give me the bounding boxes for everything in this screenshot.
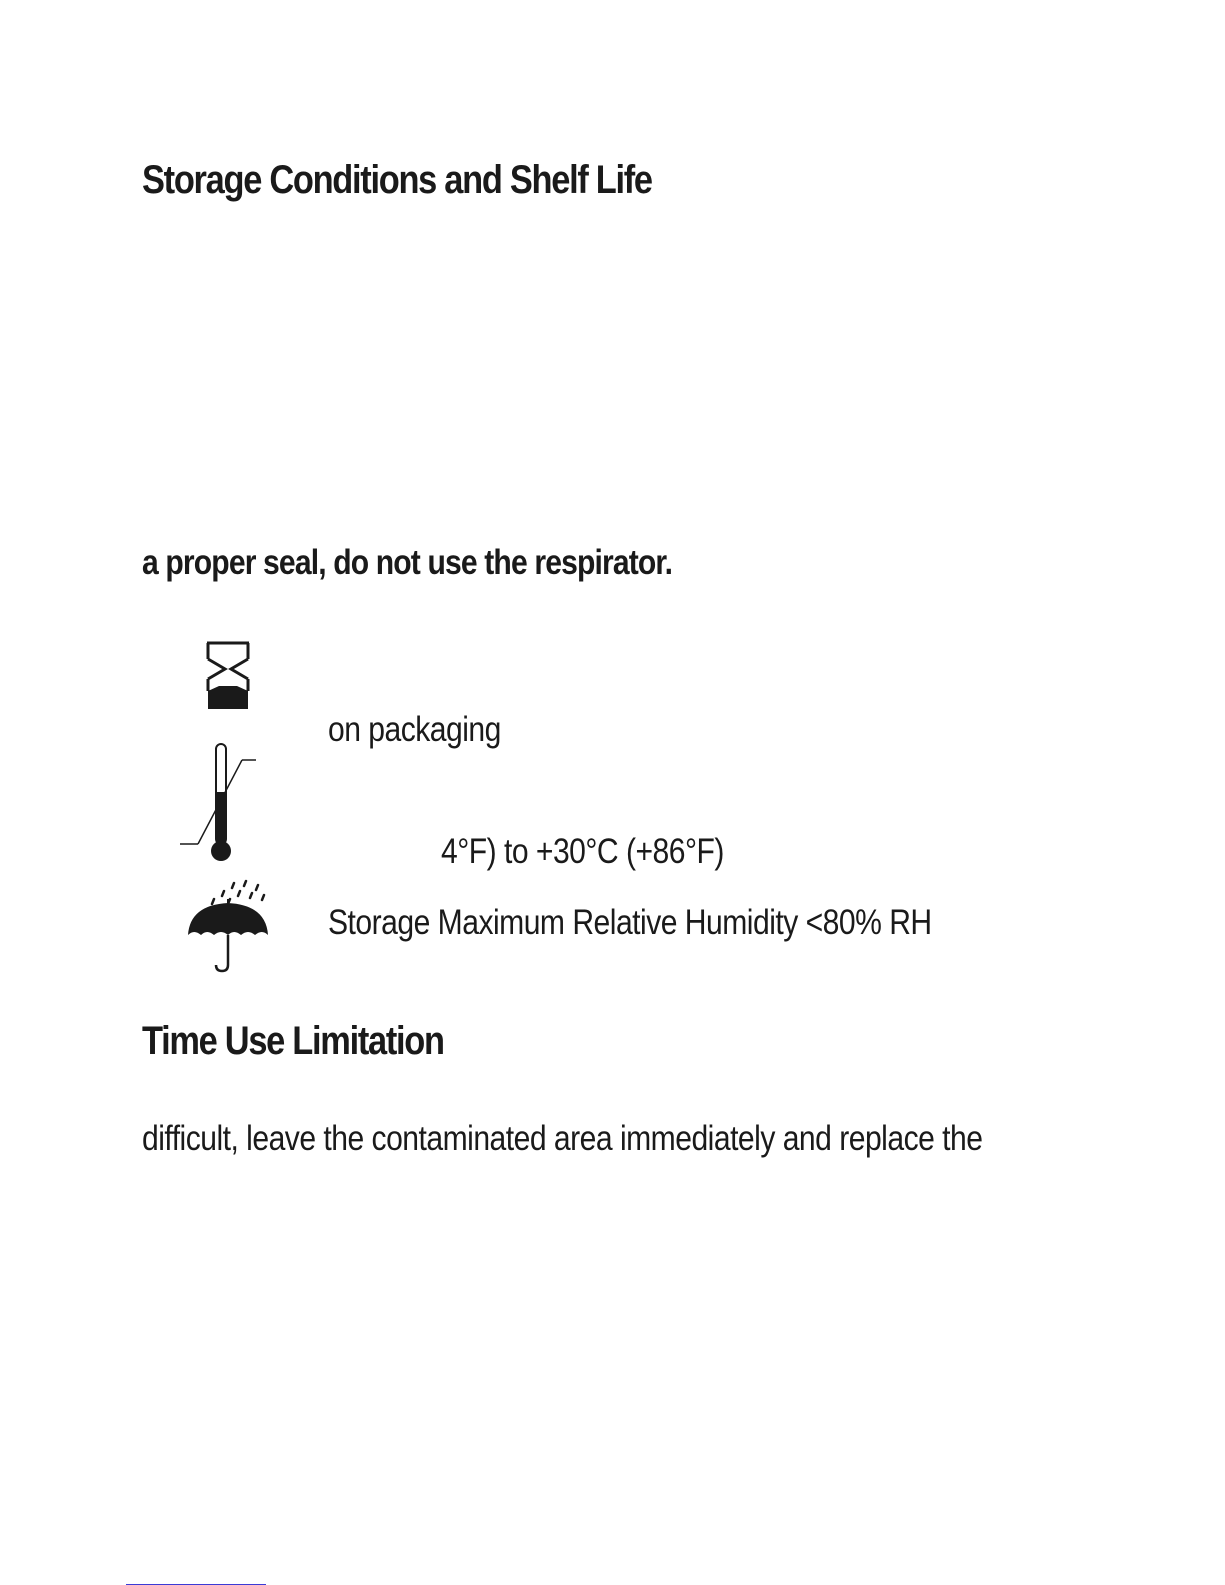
umbrella-rain-icon bbox=[186, 877, 270, 975]
time-use-body-text: difficult, leave the contaminated area immediately and replace the bbox=[142, 1119, 983, 1158]
shelf-life-text: on packaging bbox=[328, 710, 501, 749]
time-use-section-title: Time Use Limitation bbox=[142, 1019, 444, 1063]
humidity-text: Storage Maximum Relative Humidity <80% RH bbox=[328, 903, 932, 942]
storage-section-title: Storage Conditions and Shelf Life bbox=[142, 158, 652, 202]
thermometer-icon bbox=[178, 740, 260, 866]
hourglass-icon bbox=[205, 641, 251, 711]
temperature-range-text: 4°F) to +30°C (+86°F) bbox=[441, 832, 724, 871]
seal-warning-text: a proper seal, do not use the respirator. bbox=[142, 543, 673, 582]
